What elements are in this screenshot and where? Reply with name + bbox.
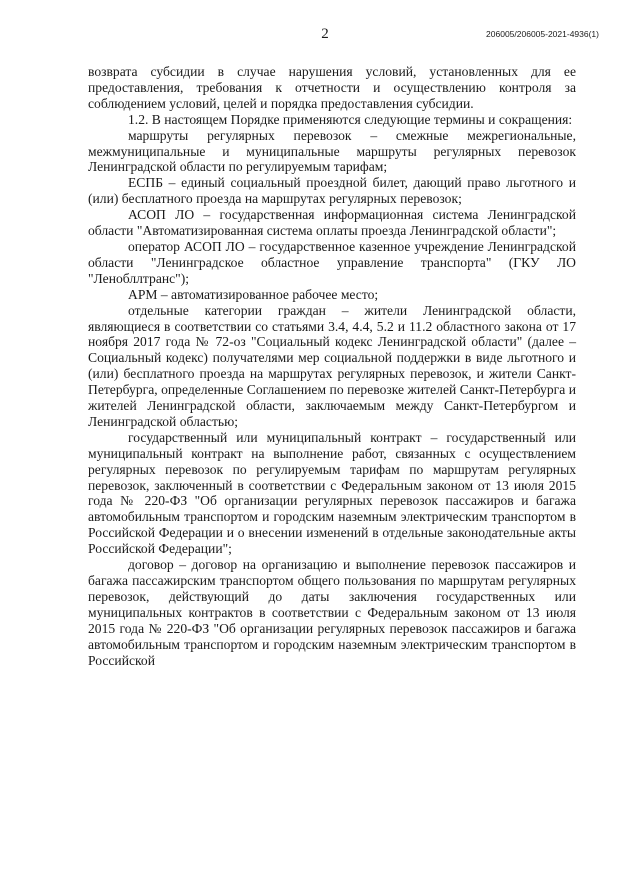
paragraph: 1.2. В настоящем Порядке применяются следующие термины и сокращения: [128,111,573,127]
paragraph: маршруты регулярных перевозок – смежные межрегиональные, межмуниципальные и муниципальные маршруты регулярных перевозок Ленинградской области по регулируемым тарифам; [88,127,576,175]
paragraph: государственный или муниципальный контракт – государственный или муниципальный контракт на выполнение работ, связанных с осуществлением регулярных перевозок по регулируемым тарифам по маршрутам регулярных перевозок, заключенный в соответствии с Федеральным законом от 13 июля 2015 года № 220-ФЗ "Об организации регулярных перевозок пассажиров и багажа автомобильным транспортом и городским наземным электрическим транспортом в Российской Федерации и о внесении изменений в отдельные законодательные акты Российской Федерации"; [88,429,576,557]
page-number: 2 [321,26,329,42]
document-body [88,64,576,668]
paragraph: оператор АСОП ЛО – государственное казенное учреждение Ленинградской области "Ленинградское областное управление транспорта" (ГКУ ЛО "Ленобллтранс"); [88,238,576,286]
paragraph: договор – договор на организацию и выполнение перевозок пассажиров и багажа пассажирским транспортом общего пользования по маршрутам регулярных перевозок, действующий до даты заключения государственных или муниципальных контрактов в соответствии с Федеральным законом от 13 июля 2015 года № 220-ФЗ "Об организации регулярных перевозок пассажиров и багажа автомобильным транспортом и городским наземным электрическим транспортом в Российской [88,557,576,668]
document-code: 206005/206005-2021-4936(1) [486,29,599,39]
paragraph: АРМ – автоматизированное рабочее место; [128,286,379,302]
paragraph: возврата субсидии в случае нарушения условий, установленных для ее предоставления, требования к отчетности и осуществлению контроля за соблюдением условий, целей и порядка предоставления субсидии. [88,64,576,111]
paragraph: АСОП ЛО – государственная информационная система Ленинградской области "Автоматизированная система оплаты проезда Ленинградской области"; [88,207,576,239]
paragraph: ЕСПБ – единый социальный проездной билет, дающий право льготного и (или) бесплатного проезда на маршрутах регулярных перевозок; [88,175,576,207]
paragraph: отдельные категории граждан – жители Ленинградской области, являющиеся в соответствии со статьями 3.4, 4.4, 5.2 и 11.2 областного закона от 17 ноября 2017 года № 72-оз "Социальный кодекс Ленинградской области" (далее – Социальный кодекс) получателями мер социальной поддержки в виде льготного и (или) бесплатного проезда на маршрутах регулярных перевозок, и жители Санкт-Петербурга, определенные Соглашением по перевозке жителей Санкт-Петербурга и жителей Ленинградской области, заключаемым между Санкт-Петербургом и Ленинградской областью; [88,302,576,429]
